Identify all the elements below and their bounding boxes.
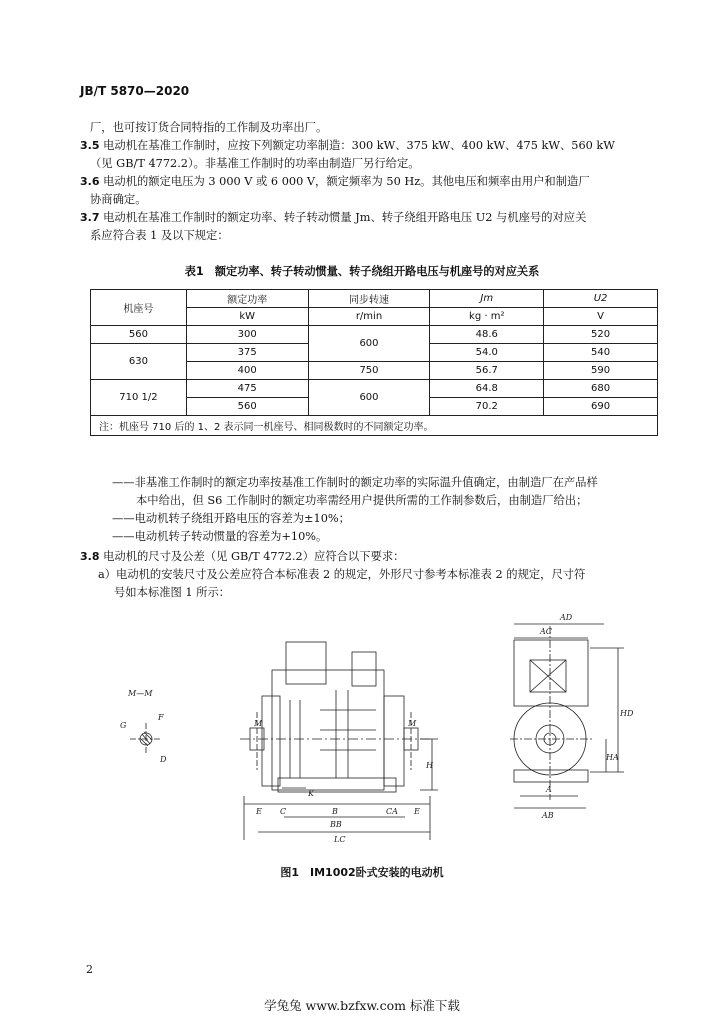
clause-text: 电动机在基准工作制时，应按下列额定功率制造：300 kW、375 kW、400 kW、475 kW、560 kW [103,139,615,152]
clause-number: 3.6 [80,175,100,188]
bullet-1: ——非基准工作制时的额定功率按基准工作制时的额定功率的实际温升值确定，由制造厂在产品样 [112,476,598,489]
label-f: F [158,713,164,722]
clause-number: 3.5 [80,139,100,152]
label-b: B [332,807,338,816]
item-a: a）电动机的安装尺寸及公差应符合本标准表 2 的规定，外形尺寸参考本标准表 2 的规定，尺寸符 [98,568,586,581]
clause-text: 电动机的额定电压为 3 000 V 或 6 000 V，额定频率为 50 Hz。其他电压和频率由用户和制造厂 [103,175,590,188]
label-e-left: E [256,807,262,816]
motor-drawing [0,600,724,855]
header-speed-unit: r/min [308,308,430,326]
cell-jm: 64.8 [430,380,544,398]
footer-watermark: 学兔兔 www.bzfxw.com 标准下载 [264,998,460,1013]
clause-3-7-line2: 系应符合表 1 及以下规定： [90,229,229,242]
cell-power: 560 [186,398,308,416]
label-m-right: M [408,719,417,728]
label-e-right: E [414,807,420,816]
cell-u2: 590 [544,362,658,380]
cell-u2: 520 [544,326,658,344]
header-power: 额定功率 [186,290,308,308]
clause-3-5 [80,137,660,155]
cell-power: 300 [186,326,308,344]
label-ab: AB [542,811,554,820]
cell-jm: 54.0 [430,344,544,362]
header-power-unit: kW [186,308,308,326]
cell-u2: 680 [544,380,658,398]
label-h: H [426,761,433,770]
label-mm: M—M [128,689,153,698]
cell-u2: 540 [544,344,658,362]
clause-text: 电动机的尺寸及公差（见 GB/T 4772.2）应符合以下要求： [103,550,405,563]
cell-speed: 600 [308,380,430,416]
label-m-left: M [254,719,263,728]
header-speed: 同步转速 [308,290,430,308]
label-c: C [280,807,287,816]
cell-jm: 48.6 [430,326,544,344]
table-note: 注：机座号 710 后的 1、2 表示同一机座号、相同极数时的不同额定功率。 [91,416,658,436]
label-lc: LC [334,835,346,844]
header-u2-unit: V [544,308,658,326]
header-jm-unit: kg · m² [430,308,544,326]
label-ad: AD [560,613,573,622]
cell-speed: 600 [308,326,430,362]
header-u2: U2 [544,290,658,308]
label-k: K [308,789,314,798]
clause-3-7 [80,209,660,227]
header-frame: 机座号 [91,290,187,326]
spec-table [90,289,658,436]
cell-jm: 70.2 [430,398,544,416]
cell-frame: 710 1/2 [91,380,187,416]
bullet-3: ——电动机转子转动惯量的容差为+10%。 [112,530,328,543]
bullet-1-line2: 本中给出，但 S6 工作制时的额定功率需经用户提供所需的工作制参数后，由制造厂给出； [136,494,588,507]
cell-frame: 630 [91,344,187,380]
cell-power: 375 [186,344,308,362]
page-number: 2 [86,963,93,976]
standard-number: JB/T 5870—2020 [80,84,190,98]
cell-jm: 56.7 [430,362,544,380]
clause-text: 电动机在基准工作制时的额定功率、转子转动惯量 Jm、转子绕组开路电压 U2 与机座号的对应关 [103,211,587,224]
clause-number: 3.7 [80,211,100,224]
clause-number: 3.8 [80,550,100,563]
para-continued: 厂，也可按订货合同特指的工作制及功率出厂。 [90,121,328,134]
clause-3-8 [80,548,660,566]
label-ca: CA [386,807,398,816]
cell-speed: 750 [308,362,430,380]
figure-caption: 图1 IM1002卧式安装的电动机 [280,866,444,879]
clause-3-5-line2: （见 GB/T 4772.2）。非基准工作制时的功率由制造厂另行给定。 [90,157,420,170]
clause-3-6-line2: 协商确定。 [90,193,147,206]
item-a-line2: 号如本标准图 1 所示： [114,586,231,599]
clause-3-6 [80,173,660,191]
header-jm: Jm [430,290,544,308]
label-ac: AC [540,627,552,636]
label-a: A [546,785,552,794]
cell-power: 475 [186,380,308,398]
label-g: G [120,721,127,730]
bullet-2: ——电动机转子绕组开路电压的容差为±10%； [112,512,350,525]
label-ha: HA [606,753,619,762]
label-d: D [160,755,167,764]
cell-power: 400 [186,362,308,380]
label-bb: BB [330,820,342,829]
table-caption: 表1 额定功率、转子转动惯量、转子绕组开路电压与机座号的对应关系 [184,265,540,278]
label-hd: HD [620,709,634,718]
cell-u2: 690 [544,398,658,416]
cell-frame: 560 [91,326,187,344]
